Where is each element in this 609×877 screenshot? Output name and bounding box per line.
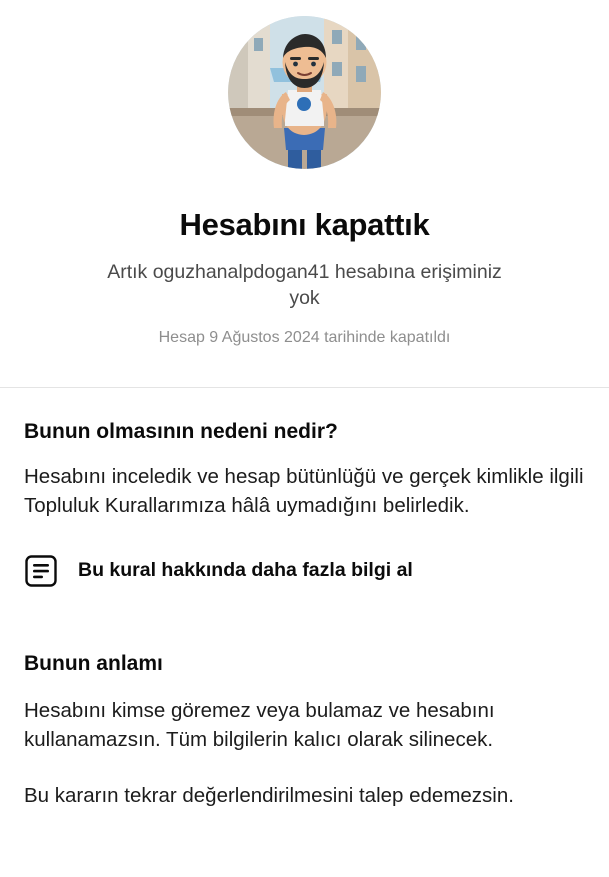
profile-avatar — [228, 16, 381, 169]
meaning-heading: Bunun anlamı — [24, 651, 163, 675]
reason-section — [0, 420, 609, 588]
account-subtitle: Artık oguzhanalpdogan41 hesabına erişiminiz yok — [107, 261, 502, 310]
document-icon — [24, 554, 58, 588]
meaning-body-1: Hesabını kimse göremez veya bulamaz ve hesabını kullanamazsın. Tüm bilgilerin kalıcı olarak silinecek. — [24, 698, 495, 751]
closed-date-text: Hesap 9 Ağustos 2024 tarihinde kapatıldı — [158, 328, 451, 346]
meaning-body-2: Bu kararın tekrar değerlendirilmesini talep edemezsin. — [24, 784, 514, 808]
reason-body: Hesabını inceledik ve hesap bütünlüğü ve gerçek kimlikle ilgili Topluluk Kurallarımıza hâlâ uymadığını belirledik. — [24, 464, 584, 517]
learn-more-link[interactable] — [24, 554, 585, 588]
page-title: Hesabını kapattık — [179, 207, 430, 242]
meaning-section — [0, 652, 609, 810]
reason-heading: Bunun olmasının nedeni nedir? — [24, 419, 338, 443]
section-divider — [0, 387, 609, 388]
header-section — [0, 0, 609, 347]
learn-more-label: Bu kural hakkında daha fazla bilgi al — [78, 559, 413, 582]
